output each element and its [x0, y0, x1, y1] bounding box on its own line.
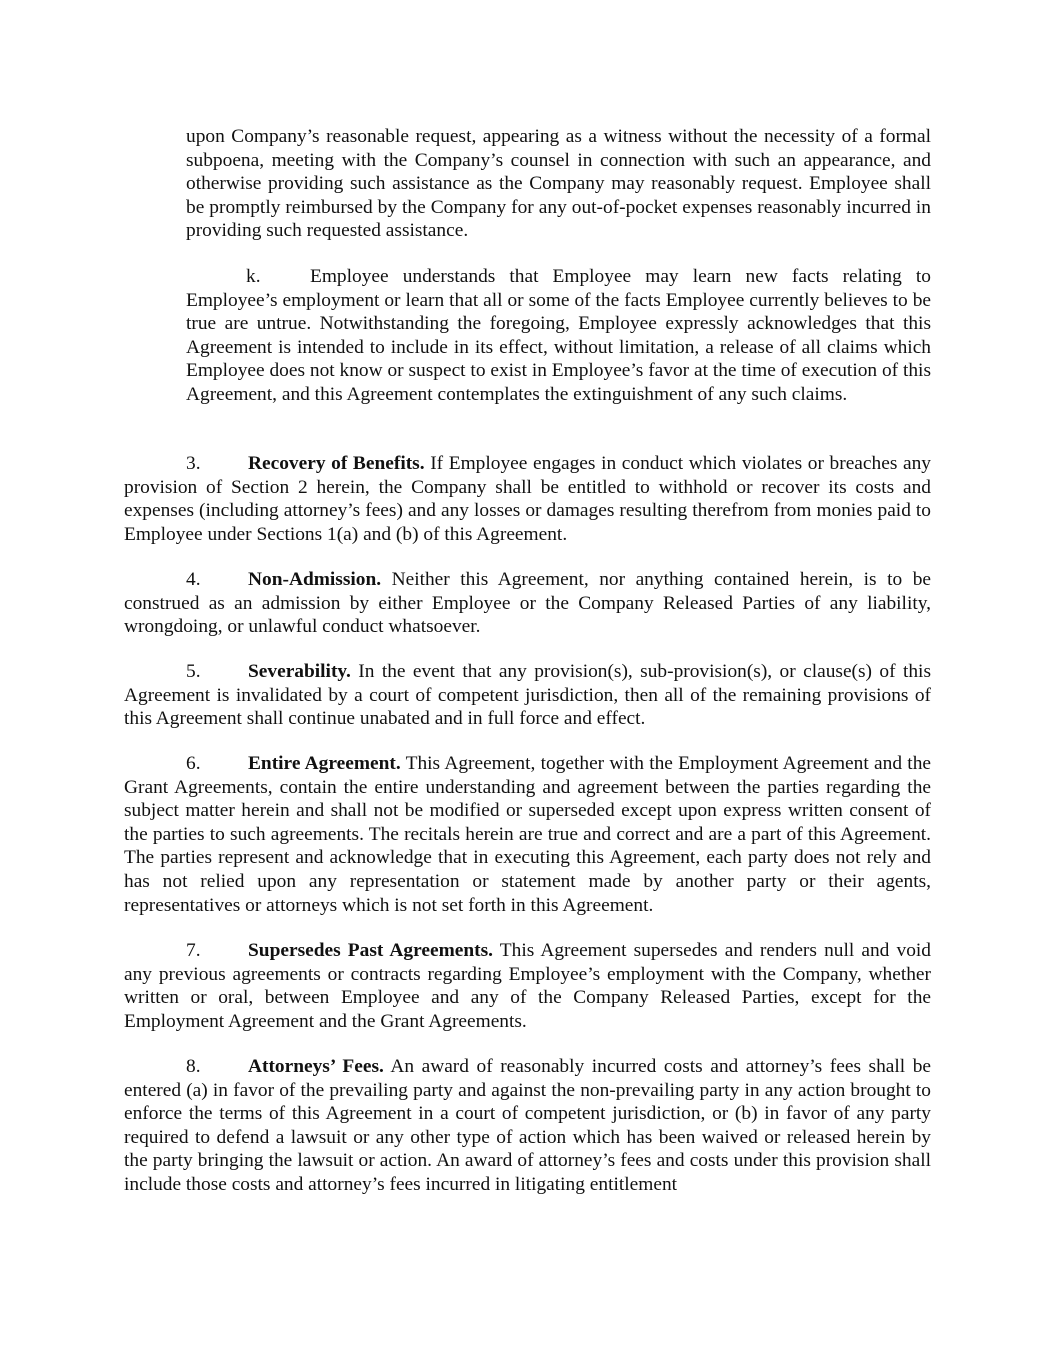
paragraph-label: k.	[246, 266, 261, 287]
paragraph-text: Employee understands that Employee may learn new facts relating to Employee’s employment or learn that all or some of the facts Employee currently believes to be true are untrue. Notwithstanding the foregoing, Employee expressly acknowledges that this Agreement is intended to include in its effect, without limitation, a release of all claims which Employee does not know or suspect to exist in Employee’s favor at the time of execution of this Agreement, and this Agreement contemplates the extinguishment of any such claims.	[186, 266, 931, 405]
section-heading: Recovery of Benefits.	[248, 453, 425, 474]
section-text: An award of reasonably incurred costs and attorney’s fees shall be entered (a) in favor of the prevailing party and against the non-prevailing party in any action brought to enforce the terms of this Agreement in a court of competent jurisdiction, or (b) in favor of any party required to defend a lawsuit or any other type of action which has been waived or released herein by the party bringing the lawsuit or action. An award of attorney’s fees and costs under this provision shall include those costs and attorney’s fees incurred in litigating entitlement	[124, 1056, 932, 1195]
section-6-entire-agreement	[124, 752, 931, 917]
section-text: This Agreement, together with the Employment Agreement and the Grant Agreements, contain the entire understanding and agreement between the parties regarding the subject matter herein and shall not be modified or superseded except upon express written consent of the parties to such agreements. The recitals herein are true and correct and are a part of this Agreement. The parties represent and acknowledge that in executing this Agreement, each party does not rely and has not relied upon any representation or statement made by another party or their agents, representatives or attorneys which is not set forth in this Agreement.	[124, 753, 931, 916]
section-heading: Entire Agreement.	[248, 753, 401, 774]
section-number: 7.	[186, 940, 201, 961]
section-number: 8.	[186, 1056, 201, 1077]
section-3-recovery-of-benefits	[124, 452, 931, 546]
section-number: 3.	[186, 453, 201, 474]
section-text: This Agreement supersedes and renders null and void any previous agreements or contracts regarding Employee’s employment with the Company, whether written or oral, between Employee and any of the Company Released Parties, except for the Employment Agreement and the Grant Agreements.	[124, 940, 931, 1032]
section-number: 4.	[186, 569, 201, 590]
section-number: 5.	[186, 661, 201, 682]
section-text: In the event that any provision(s), sub-provision(s), or clause(s) of this Agreement is invalidated by a court of competent jurisdiction, then all of the remaining provisions of this Agreement shall continue unabated and in full force and effect.	[124, 661, 931, 730]
paragraph-k-unknown-claims	[186, 265, 931, 407]
section-heading: Severability.	[248, 661, 351, 682]
section-7-supersedes-past-agreements	[124, 939, 931, 1033]
section-5-severability	[124, 660, 931, 731]
paragraph-text: upon Company’s reasonable request, appearing as a witness without the necessity of a formal subpoena, meeting with the Company’s counsel in connection with such an appearance, and otherwise providing such assistance as the Company may reasonably request. Employee shall be promptly reimbursed by the Company for any out-of-pocket expenses reasonably incurred in providing such requested assistance.	[186, 126, 931, 242]
section-heading: Non-Admission.	[248, 569, 382, 590]
section-heading: Supersedes Past Agreements.	[248, 940, 493, 961]
paragraph-continued-assistance	[186, 125, 931, 243]
section-8-attorneys-fees	[124, 1055, 931, 1197]
section-4-non-admission	[124, 568, 931, 639]
section-text: Neither this Agreement, nor anything contained herein, is to be construed as an admission by either Employee or the Company Released Parties of any liability, wrongdoing, or unlawful conduct whatsoever.	[124, 569, 931, 638]
section-heading: Attorneys’ Fees.	[248, 1056, 384, 1077]
section-number: 6.	[186, 753, 201, 774]
section-text: If Employee engages in conduct which violates or breaches any provision of Section 2 herein, the Company shall be entitled to withhold or recover its costs and expenses (including attorney’s fees) and any losses or damages resulting therefrom from monies paid to Employee under Sections 1(a) and (b) of this Agreement.	[124, 453, 931, 545]
